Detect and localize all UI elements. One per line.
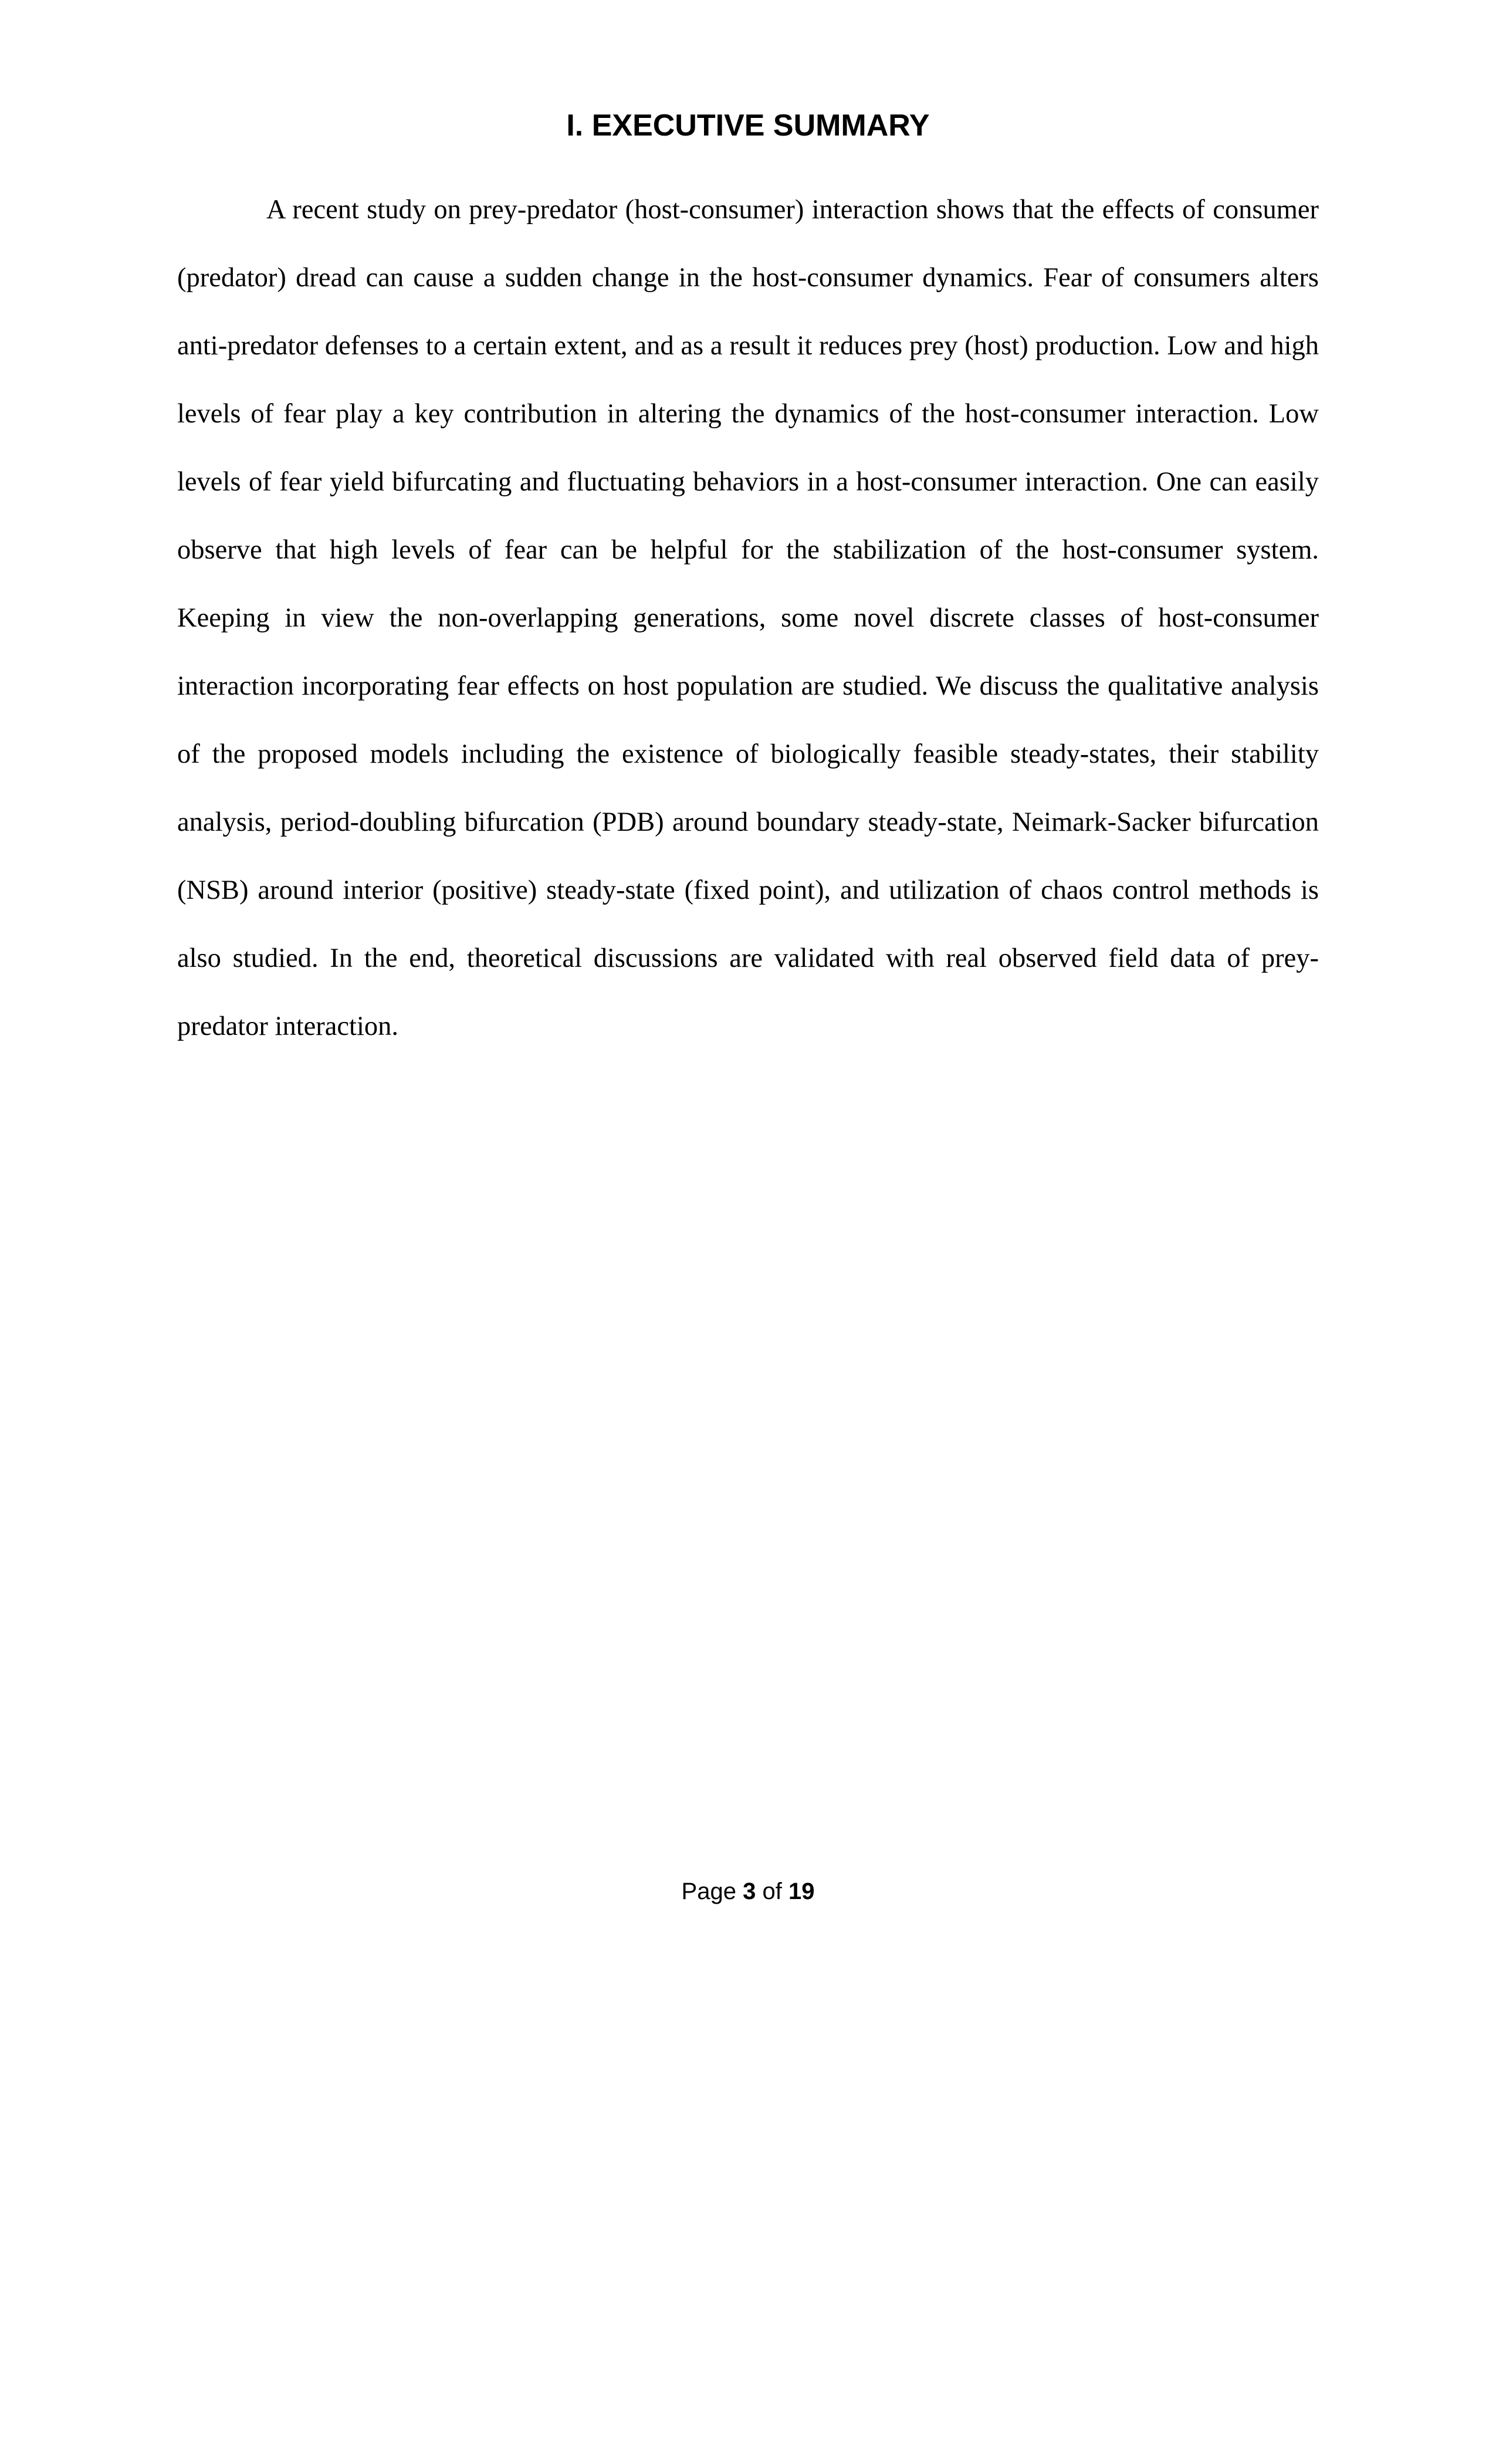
current-page-number: 3 — [743, 1879, 756, 1904]
total-page-count: 19 — [788, 1879, 815, 1904]
of-label: of — [762, 1879, 782, 1904]
section-title: I. EXECUTIVE SUMMARY — [566, 109, 930, 143]
page-number-footer — [0, 1875, 1496, 1908]
executive-summary-paragraph: A recent study on prey-predator (host-consumer) interaction shows that the effects of consumer (predator) dread can cause a sudden change in the host-consumer dynamics. Fear of consumers alters anti-predator defenses to a certain extent, and as a result it reduces prey (host) production. Low and high levels of fear play a key contribution in altering the dynamics of the host-consumer interaction. Low levels of fear yield bifurcating and fluctuating behaviors in a host-consumer interaction. One can easily observe that high levels of fear can be helpful for the stabilization of the host-consumer system. Keeping in view the non-overlapping generations, some novel discrete classes of host-consumer interaction incorporating fear effects on host population are studied. We discuss the qualitative analysis of the proposed models including the existence of biologically feasible steady-states, their stability analysis, period-doubling bifurcation (PDB) around boundary steady-state, Neimark-Sacker bifurcation (NSB) around interior (positive) steady-state (fixed point), and utilization of chaos control methods is also studied. In the end, theoretical discussions are validated with real observed field data of prey-predator interaction. — [177, 195, 1319, 1041]
page-label: Page — [681, 1879, 736, 1904]
